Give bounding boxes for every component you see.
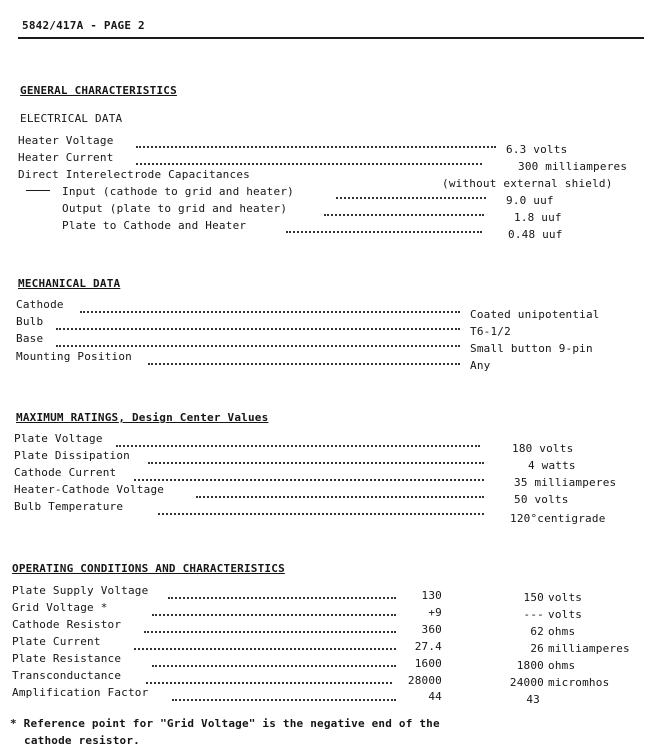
op-value-2: 43	[526, 693, 540, 706]
rating-plate-voltage-label: Plate Voltage	[14, 432, 103, 445]
cap-output-label: Output (plate to grid and heater)	[62, 202, 288, 215]
leader-dots	[172, 697, 396, 701]
op-value-1: 1600	[414, 657, 442, 670]
leader-dots	[286, 229, 482, 233]
mech-base-label: Base	[16, 332, 44, 345]
op-value-1: +9	[428, 606, 442, 619]
rating-heater-cathode-value: 50 volts	[514, 493, 569, 506]
op-unit: volts	[548, 591, 583, 604]
op-label: Plate Current	[12, 635, 101, 648]
heater-voltage-value: 6.3 volts	[506, 143, 568, 156]
leader-dots	[56, 343, 460, 347]
rating-plate-voltage-value: 180 volts	[512, 442, 574, 455]
mech-bulb-label: Bulb	[16, 315, 44, 328]
leader-dots	[148, 460, 484, 464]
op-value-1: 28000	[407, 674, 442, 687]
mech-mounting-value: Any	[470, 359, 491, 372]
leader-dots	[56, 326, 460, 330]
leader-dots	[324, 212, 484, 216]
leader-dots	[80, 309, 460, 313]
cap-plate-label: Plate to Cathode and Heater	[62, 219, 247, 232]
rating-dissipation-value: 4 watts	[528, 459, 576, 472]
leader-dots	[134, 646, 396, 650]
cap-plate-value: 0.48 uuf	[508, 228, 563, 241]
header-rule	[18, 37, 644, 39]
op-value-1: 360	[421, 623, 442, 636]
rating-bulb-temp-value: 120°centigrade	[510, 512, 606, 525]
op-value-2: 62	[530, 625, 544, 638]
op-label: Amplification Factor	[12, 686, 149, 699]
op-unit: milliamperes	[548, 642, 630, 655]
leader-dots	[158, 511, 484, 515]
rating-cathode-current-value: 35 milliamperes	[514, 476, 617, 489]
leader-dots	[152, 663, 396, 667]
margin-mark	[26, 190, 50, 191]
leader-dots	[196, 494, 484, 498]
mechanical-heading: MECHANICAL DATA	[18, 277, 121, 290]
op-label: Transconductance	[12, 669, 122, 682]
op-value-2: 150	[523, 591, 544, 604]
mech-mounting-label: Mounting Position	[16, 350, 132, 363]
op-value-1: 44	[428, 690, 442, 703]
op-unit: ohms	[548, 659, 576, 672]
leader-dots	[136, 161, 482, 165]
heater-voltage-label: Heater Voltage	[18, 134, 114, 147]
leader-dots	[146, 680, 392, 684]
rating-cathode-current-label: Cathode Current	[14, 466, 117, 479]
op-value-2: 1800	[516, 659, 544, 672]
heater-current-label: Heater Current	[18, 151, 114, 164]
leader-dots	[134, 477, 484, 481]
mech-base-value: Small button 9-pin	[470, 342, 593, 355]
general-heading: GENERAL CHARACTERISTICS	[20, 84, 177, 97]
op-unit: volts	[548, 608, 583, 621]
leader-dots	[136, 144, 496, 148]
leader-dots	[148, 361, 460, 365]
heater-current-value: 300 milliamperes	[518, 160, 628, 173]
leader-dots	[152, 612, 396, 616]
ratings-heading: MAXIMUM RATINGS, Design Center Values	[16, 411, 269, 424]
footnote-line-1: * Reference point for "Grid Voltage" is the negative end of the	[10, 717, 440, 730]
op-label: Grid Voltage *	[12, 601, 108, 614]
rating-bulb-temp-label: Bulb Temperature	[14, 500, 124, 513]
op-unit: micromhos	[548, 676, 610, 689]
operating-heading: OPERATING CONDITIONS AND CHARACTERISTICS	[12, 562, 285, 575]
cap-input-value: 9.0 uuf	[506, 194, 554, 207]
op-value-1: 27.4	[414, 640, 442, 653]
op-label: Plate Supply Voltage	[12, 584, 149, 597]
op-value-2: ---	[523, 608, 544, 621]
op-label: Cathode Resistor	[12, 618, 122, 631]
op-value-1: 130	[421, 589, 442, 602]
cap-input-label: Input (cathode to grid and heater)	[62, 185, 294, 198]
op-value-2: 26	[530, 642, 544, 655]
rating-heater-cathode-label: Heater-Cathode Voltage	[14, 483, 165, 496]
op-value-2: 24000	[509, 676, 544, 689]
capacitances-label: Direct Interelectrode Capacitances	[18, 168, 250, 181]
document-id: 5842/417A - PAGE 2	[22, 19, 145, 32]
cap-output-value: 1.8 uuf	[514, 211, 562, 224]
leader-dots	[116, 443, 480, 447]
mech-bulb-value: T6-1/2	[470, 325, 511, 338]
leader-dots	[144, 629, 396, 633]
op-label: Plate Resistance	[12, 652, 122, 665]
rating-dissipation-label: Plate Dissipation	[14, 449, 130, 462]
op-unit: ohms	[548, 625, 576, 638]
capacitances-note: (without external shield)	[442, 177, 613, 190]
leader-dots	[168, 595, 396, 599]
electrical-heading: ELECTRICAL DATA	[20, 112, 123, 125]
mech-cathode-value: Coated unipotential	[470, 308, 600, 321]
leader-dots	[336, 195, 486, 199]
mech-cathode-label: Cathode	[16, 298, 64, 311]
footnote-line-2: cathode resistor.	[24, 734, 140, 747]
